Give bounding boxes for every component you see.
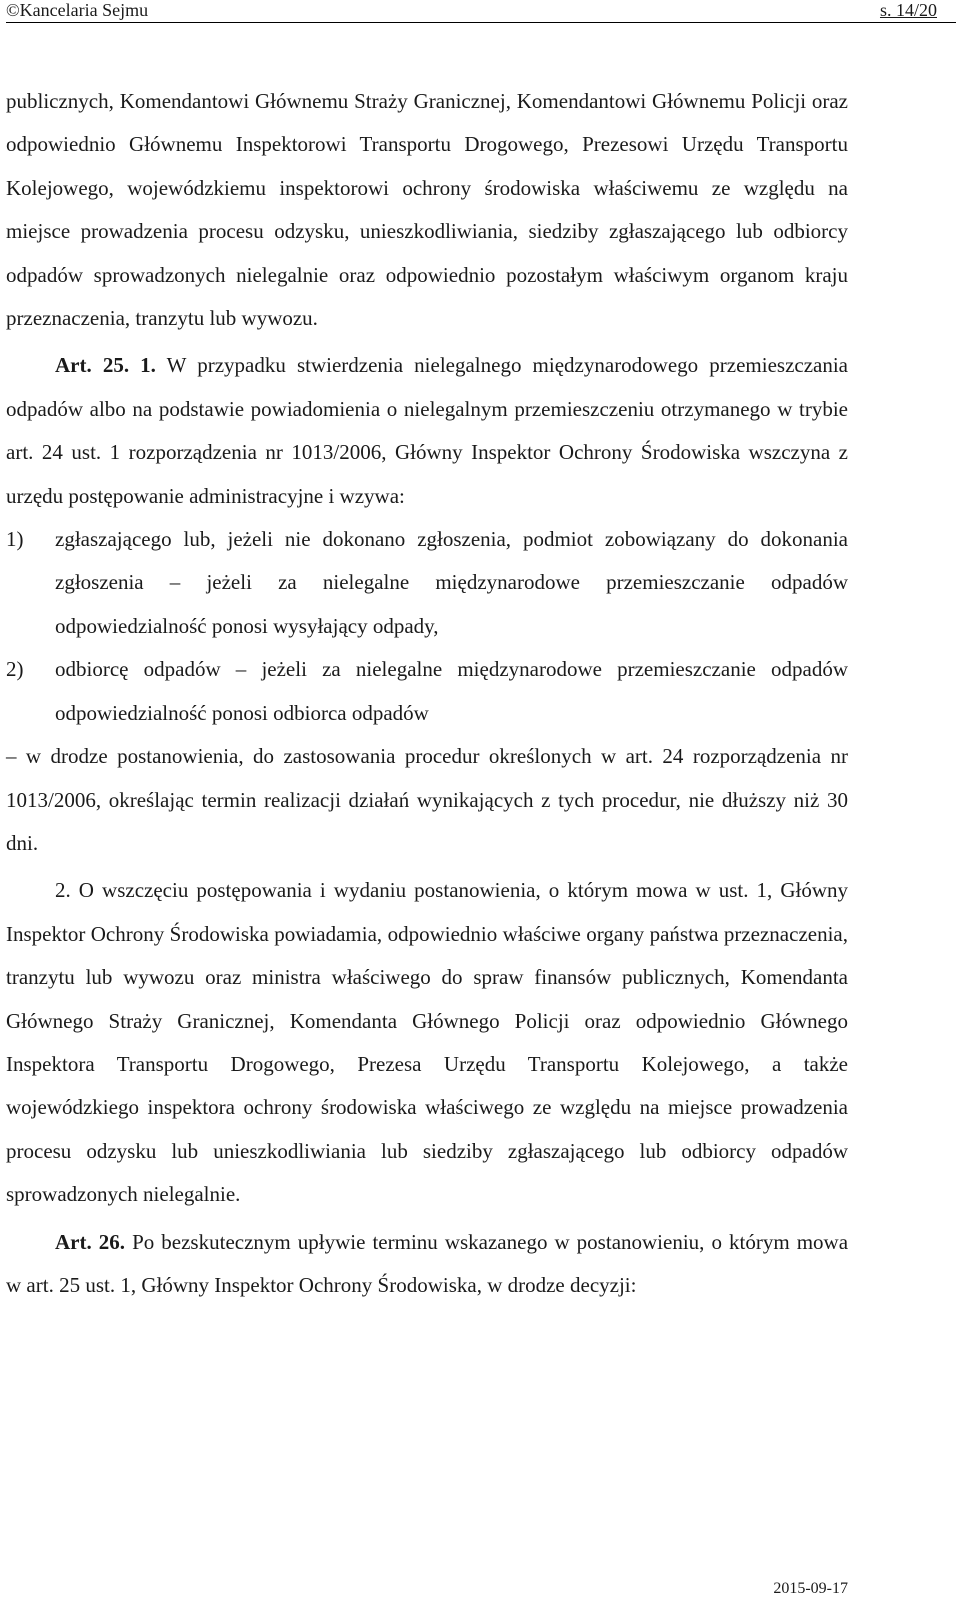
header-copyright: ©Kancelaria Sejmu (6, 0, 149, 20)
list-item-number: 2) (6, 657, 24, 682)
footer-date: 2015-09-17 (773, 1580, 848, 1597)
list-item-text: zgłaszającego lub, jeżeli nie dokonano zgłoszenia, podmiot zobowiązany do dokonania zgłoszenia – jeżeli za nielegalne międzynarodowe przemieszczanie odpadów odpowiedzialność ponosi wysyłający odpady, (55, 527, 848, 638)
header-page-number[interactable]: s. 14/20 (879, 0, 937, 20)
paragraph-continuation: publicznych, Komendantowi Głównemu Straży Granicznej, Komendantowi Głównemu Policji oraz odpowiednio Głównemu Inspektorowi Transportu Drogowego, Prezesowi Urzędu Transportu Kolejowego, wojewódzkiemu inspektorowi ochrony środowiska właściwemu ze względu na miejsce prowadzenia procesu odzysku, unieszkodliwiania, siedziby zgłaszającego lub odbiorcy odpadów sprowadzonych nielegalnie oraz odpowiednio pozostałym właściwym organom kraju przeznaczenia, tranzytu lub wywozu. (6, 89, 848, 331)
article-25-paragraph-2: 2. O wszczęciu postępowania i wydaniu postanowienia, o którym mowa w ust. 1, Główny Inspektor Ochrony Środowiska powiadamia, odpowiednio właściwe organy państwa przeznaczenia, tranzytu lub wywozu oraz ministra właściwego do spraw finansów publicznych, Komendanta Głównego Straży Granicznej, Komendanta Głównego Policji oraz odpowiednio Głównego Inspektora Transportu Drogowego, Prezesa Urzędu Transportu Kolejowego, a także wojewódzkiego inspektora ochrony środowiska właściwego ze względu na miejsce prowadzenia procesu odzysku lub unieszkodliwiania lub siedziby zgłaszającego lub odbiorcy odpadów sprowadzonych nielegalnie. (6, 878, 848, 1207)
article-25-text: W przypadku stwierdzenia nielegalnego międzynarodowego przemieszczania odpadów albo na podstawie powiadomienia o nielegalnym przemieszczeniu otrzymanego w trybie art. 24 ust. 1 rozporządzenia nr 1013/2006, Główny Inspektor Ochrony Środowiska wszczyna z urzędu postępowanie administracyjne i wzywa: (6, 353, 849, 508)
page-header (6, 0, 956, 23)
article-26-text: Po bezskutecznym upływie terminu wskazanego w postanowieniu, o którym mowa w art. 25 ust. 1, Główny Inspektor Ochrony Środowiska, w drodze decyzji: (6, 1229, 849, 1297)
list-item-text: odbiorcę odpadów – jeżeli za nielegalne międzynarodowe przemieszczanie odpadów odpowiedzialność ponosi odbiorca odpadów (55, 657, 848, 725)
article-25-label: Art. 25. 1. (55, 353, 156, 378)
article-25-paragraph-1 (6, 344, 848, 518)
article-26-paragraph (6, 1221, 848, 1308)
list-item-number: 1) (6, 527, 24, 552)
list-item (6, 648, 848, 735)
document-body (6, 80, 848, 1307)
article-26-label: Art. 26. (55, 1229, 126, 1254)
list-item (6, 518, 848, 648)
paragraph-after-list: – w drodze postanowienia, do zastosowania procedur określonych w art. 24 rozporządzenia nr 1013/2006, określając termin realizacji działań wynikających z tych procedur, nie dłuższy niż 30 dni. (6, 744, 848, 855)
